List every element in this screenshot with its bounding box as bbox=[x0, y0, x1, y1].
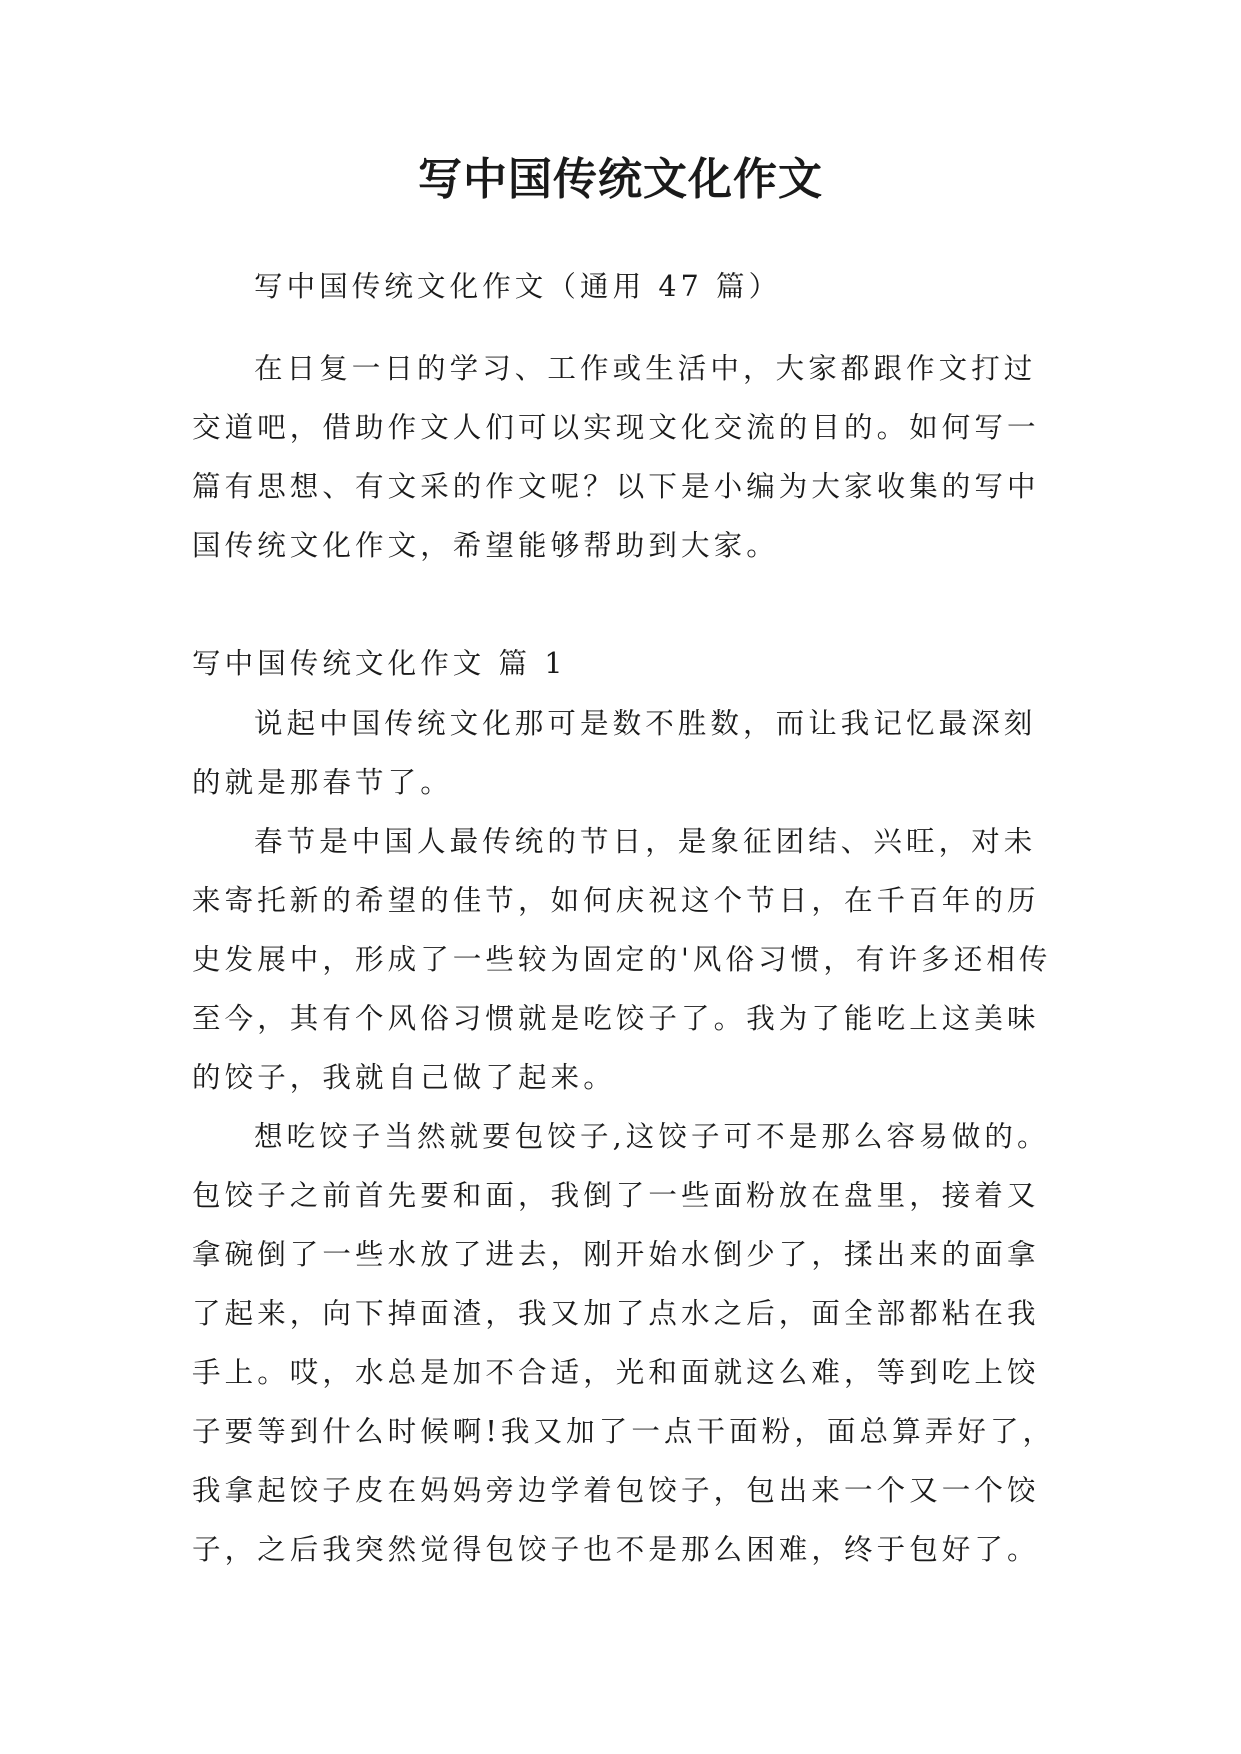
body-paragraph-3: 想吃饺子当然就要包饺子,这饺子可不是那么容易做的。包饺子之前首先要和面，我倒了一些面粉放在盘里，接着又拿碗倒了一些水放了进去，刚开始水倒少了，揉出来的面拿了起来，向下掉面渣，我又加了点水之后，面全部都粘在我手上。哎，水总是加不合适，光和面就这么难，等到吃上饺子要等到什么时候啊!我又加了一点干面粉，面总算弄好了，我拿起饺子皮在妈妈旁边学着包饺子，包出来一个又一个饺子，之后我突然觉得包饺子也不是那么困难，终于包好了。 bbox=[192, 1120, 1056, 1566]
section-heading: 写中国传统文化作文 篇 1 bbox=[192, 647, 567, 680]
document-subtitle: 写中国传统文化作文（通用 47 篇） bbox=[254, 270, 782, 303]
page-title: 写中国传统文化作文 bbox=[418, 154, 823, 205]
body-paragraph-2: 春节是中国人最传统的节日，是象征团结、兴旺，对未来寄托新的希望的佳节，如何庆祝这个节日，在千百年的历史发展中，形成了一些较为固定的'风俗习惯，有许多还相传至今，其有个风俗习惯就是吃饺子了。我为了能吃上这美味的饺子，我就自己做了起来。 bbox=[192, 825, 1052, 1094]
intro-paragraph: 在日复一日的学习、工作或生活中，大家都跟作文打过交道吧，借助作文人们可以实现文化交流的目的。如何写一篇有思想、有文采的作文呢？以下是小编为大家收集的写中国传统文化作文，希望能够帮助到大家。 bbox=[192, 352, 1040, 562]
body-paragraph-1: 说起中国传统文化那可是数不胜数，而让我记忆最深刻的就是那春节了。 bbox=[192, 707, 1037, 799]
